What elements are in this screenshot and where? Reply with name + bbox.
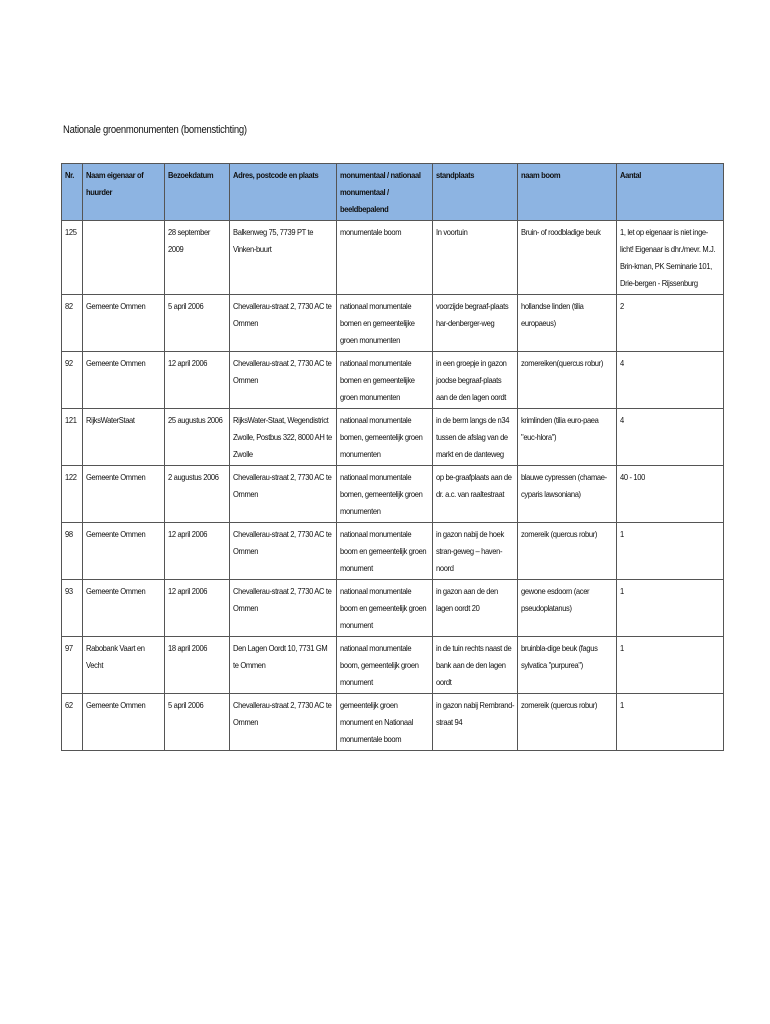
cell-tree-name: zomereiken(quercus robur) [518, 352, 617, 409]
cell-status: monumentale boom [337, 221, 433, 295]
table-row [62, 523, 724, 580]
column-header-owner: Naam eigenaar of huurder [83, 164, 165, 221]
column-header-tree-name: naam boom [518, 164, 617, 221]
table-row [62, 409, 724, 466]
cell-status: nationaal monumentale bomen en gemeentelijke groen monumenten [337, 352, 433, 409]
cell-nr: 82 [62, 295, 83, 352]
cell-owner: Gemeente Ommen [83, 694, 165, 751]
cell-status: gemeentelijk groen monument en Nationaal monumentale boom [337, 694, 433, 751]
cell-address: Chevallerau-straat 2, 7730 AC te Ommen [230, 580, 337, 637]
cell-location: in de tuin rechts naast de bank aan de den lagen oordt [433, 637, 518, 694]
cell-tree-name: krimlinden (tilia euro-paea "euc-hlora") [518, 409, 617, 466]
cell-owner: Gemeente Ommen [83, 352, 165, 409]
monuments-table [61, 163, 724, 751]
table-row [62, 221, 724, 295]
table-row [62, 352, 724, 409]
cell-location: In voortuin [433, 221, 518, 295]
cell-status: nationaal monumentale boom en gemeentelijk groen monument [337, 580, 433, 637]
document-title: Nationale groenmonumenten (bomenstichting) [63, 124, 247, 136]
cell-status: nationaal monumentale bomen, gemeentelijk groen monumenten [337, 409, 433, 466]
cell-nr: 121 [62, 409, 83, 466]
cell-owner: RijksWaterStaat [83, 409, 165, 466]
cell-location: voorzijde begraaf-plaats har-denberger-weg [433, 295, 518, 352]
cell-tree-name: hollandse linden (tilia europaeus) [518, 295, 617, 352]
cell-tree-name: zomereik (quercus robur) [518, 694, 617, 751]
cell-owner: Gemeente Ommen [83, 466, 165, 523]
cell-owner: Gemeente Ommen [83, 580, 165, 637]
cell-address: Chevallerau-straat 2, 7730 AC te Ommen [230, 694, 337, 751]
cell-count: 1 [617, 637, 724, 694]
cell-nr: 93 [62, 580, 83, 637]
cell-tree-name: bruinbla-dige beuk (fagus sylvatica "purpurea") [518, 637, 617, 694]
cell-status: nationaal monumentale bomen, gemeentelijk groen monumenten [337, 466, 433, 523]
cell-status: nationaal monumentale boom en gemeentelijk groen monument [337, 523, 433, 580]
cell-visit-date: 28 september 2009 [165, 221, 230, 295]
cell-count: 1 [617, 580, 724, 637]
cell-address: Chevallerau-straat 2, 7730 AC te Ommen [230, 352, 337, 409]
table-row [62, 637, 724, 694]
cell-address: Den Lagen Oordt 10, 7731 GM te Ommen [230, 637, 337, 694]
cell-location: in gazon aan de den lagen oordt 20 [433, 580, 518, 637]
cell-status: nationaal monumentale bomen en gemeentelijke groen monumenten [337, 295, 433, 352]
cell-status: nationaal monumentale boom, gemeentelijk groen monument [337, 637, 433, 694]
cell-visit-date: 12 april 2006 [165, 352, 230, 409]
cell-location: op be-graafplaats aan de dr. a.c. van raaltestraat [433, 466, 518, 523]
cell-tree-name: zomereik (quercus robur) [518, 523, 617, 580]
cell-owner [83, 221, 165, 295]
cell-nr: 62 [62, 694, 83, 751]
cell-count: 4 [617, 352, 724, 409]
table-header-row [62, 164, 724, 221]
cell-address: Balkenweg 75, 7739 PT te Vinken-buurt [230, 221, 337, 295]
cell-owner: Rabobank Vaart en Vecht [83, 637, 165, 694]
cell-visit-date: 5 april 2006 [165, 694, 230, 751]
cell-tree-name: blauwe cypressen (chamae-cyparis lawsoniana) [518, 466, 617, 523]
cell-owner: Gemeente Ommen [83, 295, 165, 352]
column-header-count: Aantal [617, 164, 724, 221]
cell-address: RijksWater-Staat, Wegendistrict Zwolle, Postbus 322, 8000 AH te Zwolle [230, 409, 337, 466]
table-row [62, 580, 724, 637]
column-header-nr: Nr. [62, 164, 83, 221]
cell-address: Chevallerau-straat 2, 7730 AC te Ommen [230, 295, 337, 352]
cell-visit-date: 5 april 2006 [165, 295, 230, 352]
cell-visit-date: 12 april 2006 [165, 523, 230, 580]
cell-count: 4 [617, 409, 724, 466]
cell-visit-date: 12 april 2006 [165, 580, 230, 637]
cell-tree-name: gewone esdoorn (acer pseudoplatanus) [518, 580, 617, 637]
cell-location: in de berm langs de n34 tussen de afslag van de markt en de danteweg [433, 409, 518, 466]
cell-visit-date: 25 augustus 2006 [165, 409, 230, 466]
column-header-address: Adres, postcode en plaats [230, 164, 337, 221]
cell-location: in gazon nabij Rembrand-straat 94 [433, 694, 518, 751]
cell-nr: 98 [62, 523, 83, 580]
cell-nr: 122 [62, 466, 83, 523]
cell-count: 1, let op eigenaar is niet inge-licht! Eigenaar is dhr./mevr. M.J. Brin-kman, PK Seminarie 101, Drie-bergen - Rijssenburg [617, 221, 724, 295]
column-header-location: standplaats [433, 164, 518, 221]
table-row [62, 295, 724, 352]
column-header-status: monumentaal / nationaal monumentaal / beeldbepalend [337, 164, 433, 221]
cell-address: Chevallerau-straat 2, 7730 AC te Ommen [230, 466, 337, 523]
cell-count: 1 [617, 694, 724, 751]
table-row [62, 694, 724, 751]
cell-count: 1 [617, 523, 724, 580]
cell-nr: 92 [62, 352, 83, 409]
cell-owner: Gemeente Ommen [83, 523, 165, 580]
cell-location: in een groepje in gazon joodse begraaf-plaats aan de den lagen oordt [433, 352, 518, 409]
cell-tree-name: Bruin- of roodbladige beuk [518, 221, 617, 295]
cell-visit-date: 18 april 2006 [165, 637, 230, 694]
cell-nr: 97 [62, 637, 83, 694]
table-row [62, 466, 724, 523]
cell-address: Chevallerau-straat 2, 7730 AC te Ommen [230, 523, 337, 580]
cell-location: in gazon nabij de hoek stran-geweg – haven-noord [433, 523, 518, 580]
cell-count: 40 - 100 [617, 466, 724, 523]
cell-visit-date: 2 augustus 2006 [165, 466, 230, 523]
column-header-visit-date: Bezoekdatum [165, 164, 230, 221]
cell-count: 2 [617, 295, 724, 352]
cell-nr: 125 [62, 221, 83, 295]
